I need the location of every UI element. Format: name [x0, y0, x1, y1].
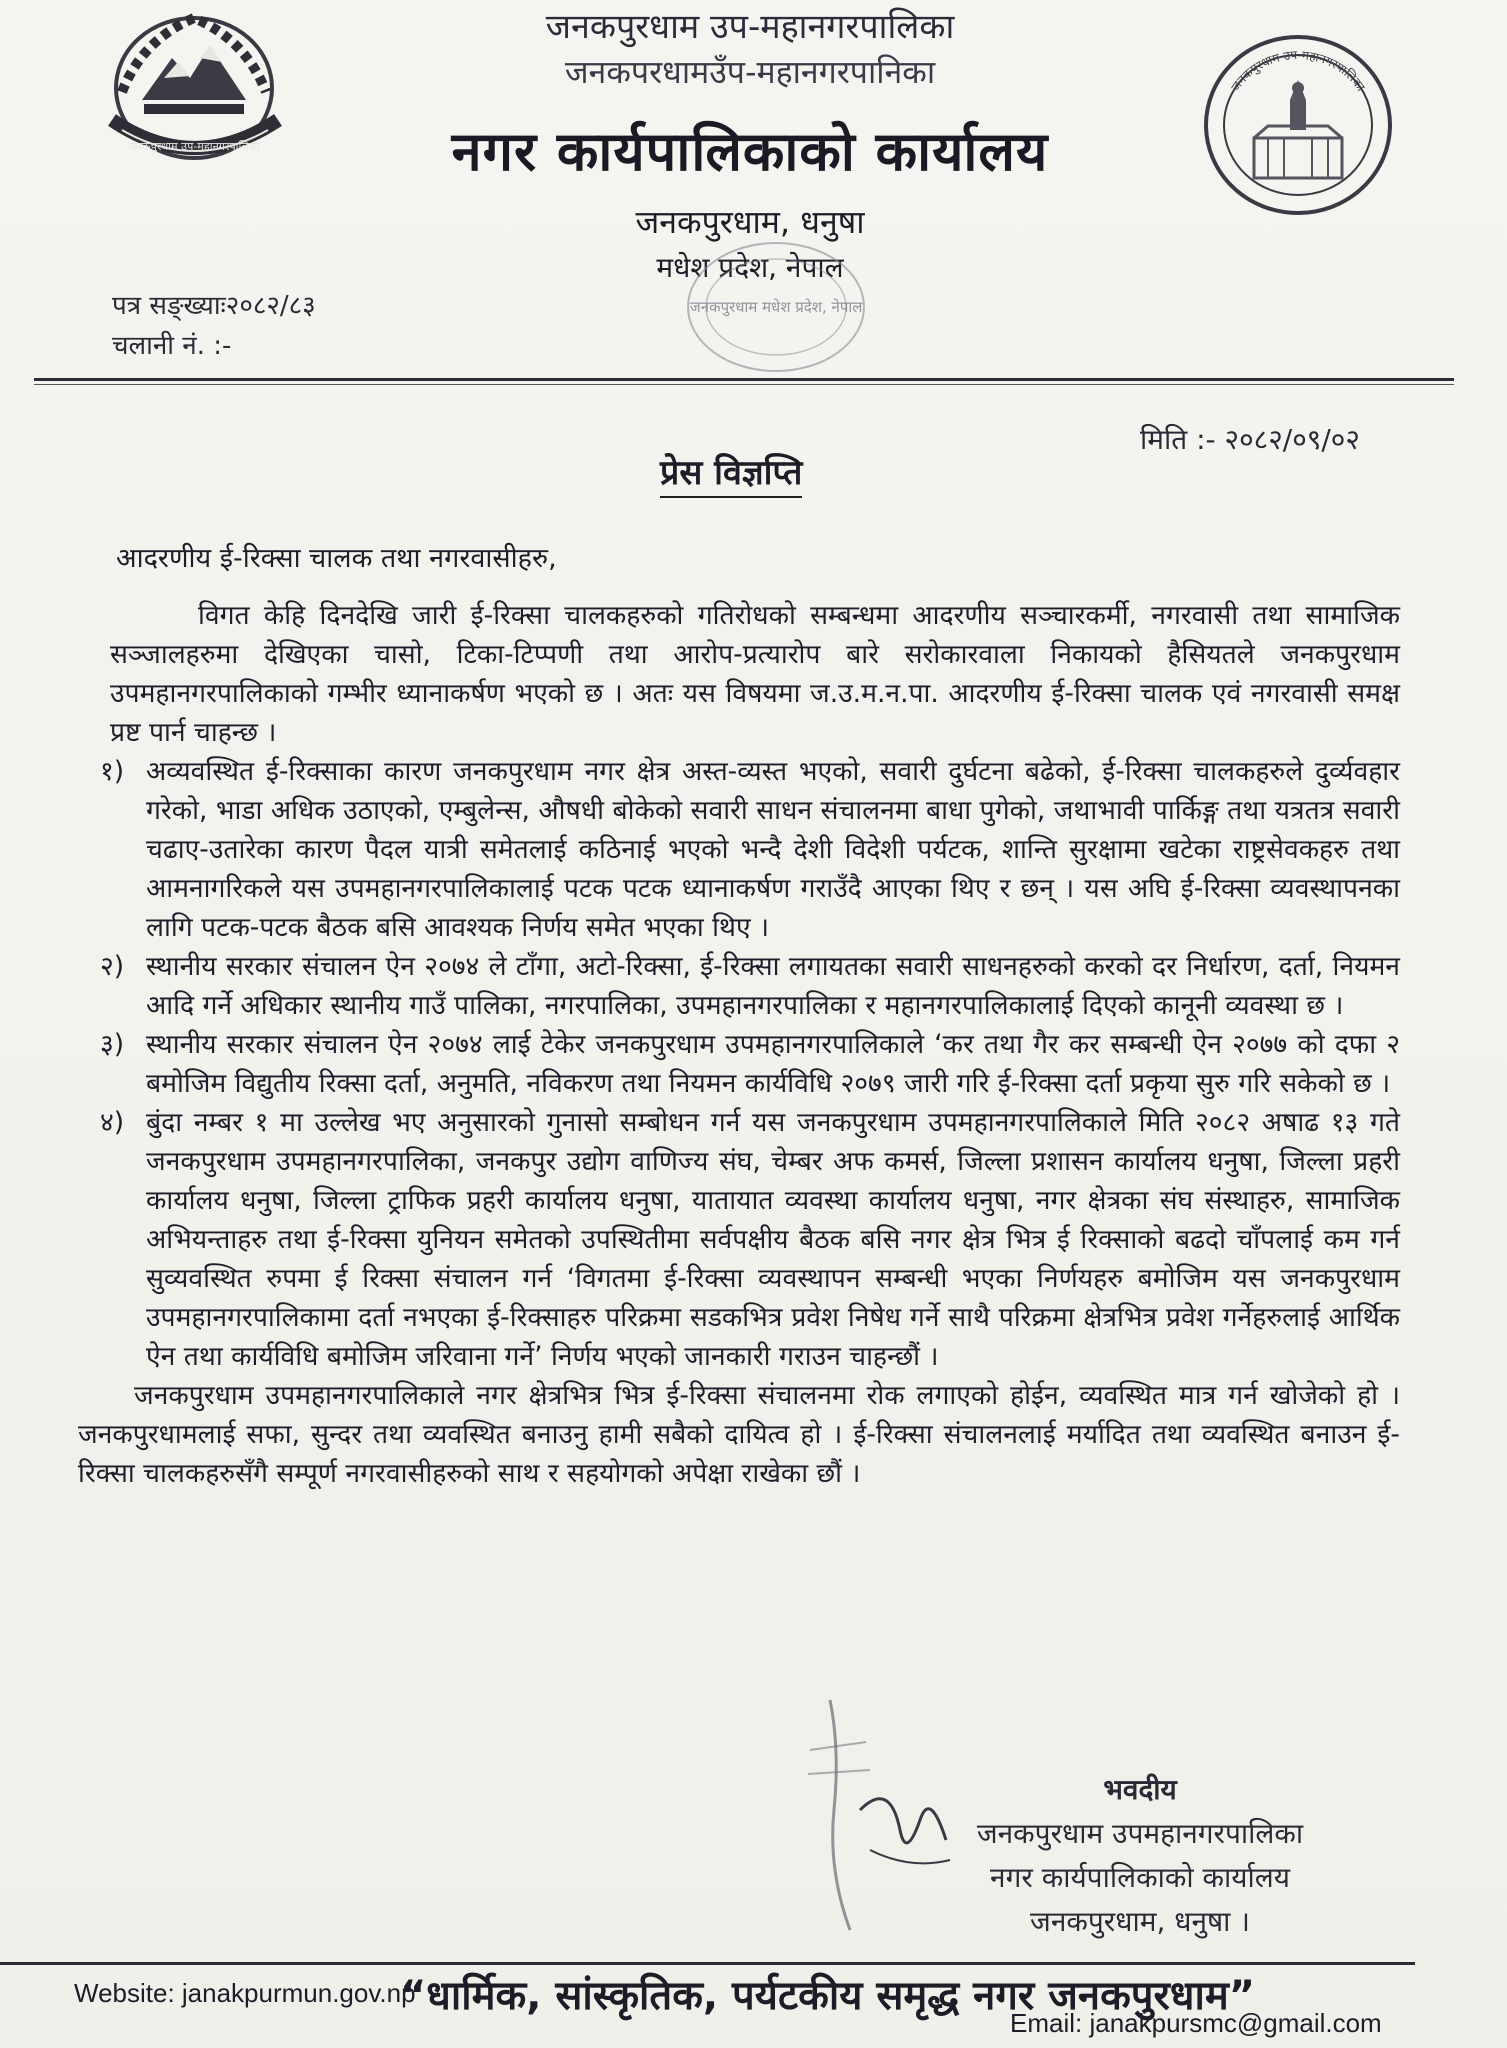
footer-divider: [0, 1962, 1415, 1965]
intro-paragraph: विगत केहि दिनदेखि जारी ई-रिक्सा चालकहरुको गतिरोधको सम्बन्धमा आदरणीय सञ्चारकर्मी, नगरवासी तथा सामाजिक सञ्जालहरुमा देखिएका चासो, टिका-टिप्पणी तथा आरोप-प्रत्यारोप बारे सरोकारवाला निकायको हैसियतले जनकपुरधाम उपमहानगरपालिकाको गम्भीर ध्यानाकर्षण भएको छ । अतः यस विषयमा ज.उ.म.न.पा. आदरणीय ई-रिक्सा चालक एवं नगरवासी समक्ष प्रष्ट पार्न चाहन्छ ।: [110, 600, 1400, 748]
signature-regards: भवदीय: [1103, 1773, 1177, 1806]
point-4: [100, 1103, 1400, 1376]
website-link[interactable]: Website: janakpurmun.gov.np: [74, 1978, 416, 2008]
point-text: स्थानीय सरकार संचालन ऐन २०७४ लाई टेकेर जनकपुरधाम उपमहानगरपालिकाले ‘कर तथा गैर कर सम्बन्धी ऐन २०७७ को दफा २ बमोजिम विद्युतीय रिक्सा दर्ता, अनुमति, नविकरण तथा नियमन कार्यविधि २०७९ जारी गरि ई-रिक्सा दर्ता प्रकृया सुरु गरि सकेको छ ।: [146, 1029, 1400, 1099]
letter-date: मिति :- २०८२/०९/०२: [1140, 423, 1360, 456]
signature-place: जनकपुरधाम, धनुषा ।: [1030, 1905, 1250, 1938]
header-location: जनकपुरधाम, धनुषा: [635, 203, 865, 241]
government-emblem-logo: [82, 0, 312, 180]
letter-body: [78, 596, 1400, 1493]
logo-caption: जनकपुरधाम उप-महानगरपालिका: [127, 140, 261, 153]
office-title: नगर कार्यपालिकाको कार्यालय: [451, 120, 1049, 183]
salutation: आदरणीय ई-रिक्सा चालक तथा नगरवासीहरु,: [116, 543, 557, 574]
header-province: मधेश प्रदेश, नेपाल: [656, 251, 844, 284]
header-divider: [34, 378, 1454, 381]
letter-number: पत्र सङ्ख्याः२०८२/८३: [112, 291, 316, 321]
footer: [70, 1966, 1460, 2046]
point-3: [100, 1025, 1400, 1103]
seal-text: जनकपुरधाम उप-महानगरपालिका: [1228, 47, 1368, 94]
office-stamp: [676, 232, 876, 382]
point-number: २): [100, 951, 125, 982]
municipality-seal: [1198, 30, 1398, 220]
stamp-text: जनकपुरधाम मधेश प्रदेश, नेपाल: [689, 298, 863, 316]
document-title: प्रेस विज्ञप्ति: [660, 448, 802, 498]
header-line-1: जनकपुरधाम उप-महानगरपालिका: [545, 7, 955, 47]
email-link[interactable]: Email: janakpursmc@gmail.com: [1010, 2008, 1382, 2038]
point-text: स्थानीय सरकार संचालन ऐन २०७४ ले टाँगा, अटो-रिक्सा, ई-रिक्सा लगायतका सवारी साधनहरुको करको दर निर्धारण, दर्ता, नियमन आदि गर्ने अधिकार स्थानीय गाउँ पालिका, नगरपालिका, उपमहानगरपालिका र महानगरपालिकालाई दिएको कानूनी व्यवस्था छ ।: [146, 951, 1400, 1021]
point-number: १): [100, 756, 125, 787]
point-number: ४): [100, 1107, 125, 1138]
city-motto: “धार्मिक, सांस्कृतिक, पर्यटकीय समृद्ध नगर जनकपुरधाम”: [400, 1973, 1256, 2019]
header-divider-thin: [34, 384, 1454, 385]
signature-office: नगर कार्यपालिकाको कार्यालय: [990, 1861, 1290, 1894]
dispatch-number: चलानी नं. :-: [112, 331, 232, 361]
point-text: अव्यवस्थित ई-रिक्साका कारण जनकपुरधाम नगर क्षेत्र अस्त-व्यस्त भएको, सवारी दुर्घटना बढेको, ई-रिक्सा चालकहरुले दुर्व्यवहार गरेको, भाडा अधिक उठाएको, एम्बुलेन्स, औषधी बोकेको सवारी साधन संचालनमा बाधा पुगेको, जथाभावी पार्किङ्ग तथा यत्रतत्र सवारी चढाए-उतारेका कारण पैदल यात्री समेतलाई कठिनाई भएको भन्दै देशी विदेशी पर्यटक, शान्ति सुरक्षामा खटेका राष्ट्रसेवकहरु तथा आमनागरिकले यस उपमहानगरपालिकालाई पटक पटक ध्यानाकर्षण गराउँदै आएका थिए र छन् । यस अघि ई-रिक्सा व्यवस्थापनका लागि पटक-पटक बैठक बसि आवश्यक निर्णय समेत भएका थिए ।: [146, 756, 1400, 943]
point-1: [100, 752, 1400, 947]
signature-org: जनकपुरधाम उपमहानगरपालिका: [976, 1817, 1304, 1850]
point-number: ३): [100, 1029, 125, 1060]
point-text: बुंदा नम्बर १ मा उल्लेख भए अनुसारको गुनासो सम्बोधन गर्न यस जनकपुरधाम उपमहानगरपालिकाले मिति २०८२ अषाढ १३ गते जनकपुरधाम उपमहानगरपालिका, जनकपुर उद्योग वाणिज्य संघ, चेम्बर अफ कमर्स, जिल्ला प्रशासन कार्यालय धनुषा, जिल्ला प्रहरी कार्यालय धनुषा, जिल्ला ट्राफिक प्रहरी कार्यालय धनुषा, यातायात व्यवस्था कार्यालय धनुषा, नगर क्षेत्रका संघ संस्थाहरु, सामाजिक अभियन्ताहरु तथा ई-रिक्सा युनियन समेतको उपस्थितीमा सर्वपक्षीय बैठक बसि नगर क्षेत्र भित्र ई रिक्साको बढदो चाँपलाई कम गर्न सुव्यवस्थित रुपमा ई रिक्सा संचालन गर्न ‘विगतमा ई-रिक्सा व्यवस्थापन सम्बन्धी भएका निर्णयहरु बमोजिम यस जनकपुरधाम उपमहानगरपालिकामा दर्ता नभएका ई-रिक्साहरु परिक्रमा सडकभित्र प्रवेश निषेध गर्ने साथै परिक्रमा क्षेत्रभित्र प्रवेश गर्नेहरुलाई आर्थिक ऐन तथा कार्यविधि बमोजिम जरिवाना गर्ने’ निर्णय भएको जानकारी गराउन चाहन्छौं ।: [146, 1107, 1400, 1372]
closing-paragraph: जनकपुरधाम उपमहानगरपालिकाले नगर क्षेत्रभित्र भित्र ई-रिक्सा संचालनमा रोक लगाएको होईन, व्यवस्थित मात्र गर्न खोजेको हो । जनकपुरधामलाई सफा, सुन्दर तथा व्यवस्थित बनाउनु हामी सबैको दायित्व हो । ई-रिक्सा संचालनलाई मर्यादित तथा व्यवस्थित बनाउन ई-रिक्सा चालकहरुसँगै सम्पूर्ण नगरवासीहरुको साथ र सहयोगको अपेक्षा राखेका छौं ।: [78, 1380, 1400, 1489]
header-line-2: जनकपरधामउँप-महानगरपानिका: [564, 53, 936, 91]
point-2: [100, 947, 1400, 1025]
